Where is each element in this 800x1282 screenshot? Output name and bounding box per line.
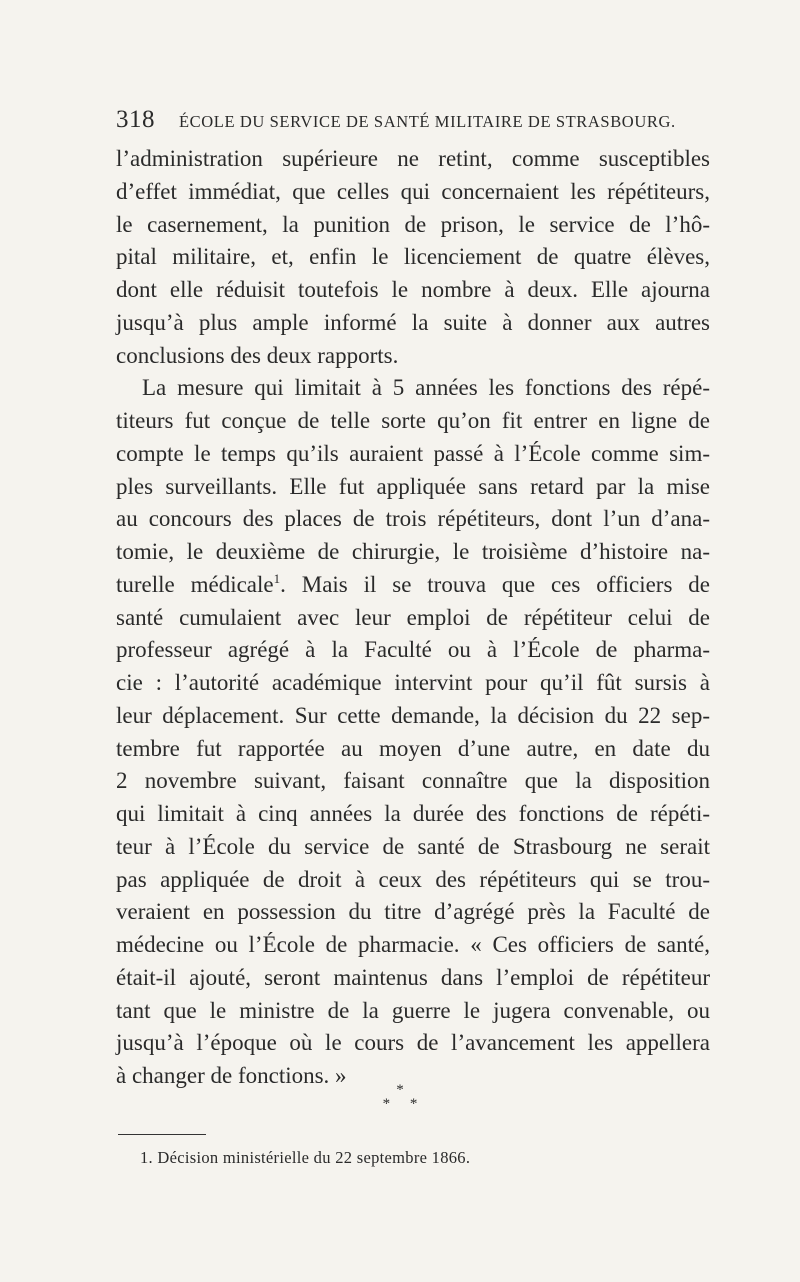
text-line: cie : l’autorité académique intervint pour qu’il fût sursis à <box>116 670 710 695</box>
footnote: 1. Décision ministérielle du 22 septembre 1866. <box>140 1148 471 1167</box>
text-line: tomie, le deuxième de chirurgie, le troisième d’histoire na- <box>116 539 710 564</box>
text-line: La mesure qui limitait à 5 années les fonctions des répé- <box>142 375 710 401</box>
text-line: à changer de fonctions. » <box>116 1063 347 1088</box>
footnote-divider <box>118 1134 206 1135</box>
asterism-top: * <box>396 1082 404 1098</box>
text-line: titeurs fut conçue de telle sorte qu’on fit entrer en ligne de <box>116 408 710 433</box>
text-line: santé cumulaient avec leur emploi de répétiteur celui de <box>116 604 710 630</box>
asterism-bottom: * * <box>382 1096 426 1112</box>
text-line: jusqu’à l’époque où le cours de l’avancement les appellera <box>116 1030 710 1056</box>
text-segment: . Mais il se trouva que ces officiers de <box>280 571 710 597</box>
text-line: tembre fut rapportée au moyen d’une autre, en date du <box>116 735 710 761</box>
text-segment: turelle médicale <box>116 571 274 597</box>
text-line <box>116 569 710 602</box>
text-line: qui limitait à cinq années la durée des fonctions de répéti- <box>116 801 710 826</box>
page-number: 318 <box>116 106 155 133</box>
text-line: tant que le ministre de la guerre le jugera convenable, ou <box>116 997 710 1023</box>
text-line: le casernement, la punition de prison, le service de l’hô- <box>116 211 710 237</box>
text-line: conclusions des deux rapports. <box>116 342 399 368</box>
text-line: l’administration supérieure ne retint, comme susceptibles <box>116 146 710 171</box>
text-line: d’effet immédiat, que celles qui concernaient les répétiteurs, <box>116 178 710 204</box>
page-header <box>116 106 710 134</box>
text-line: pas appliquée de droit à ceux des répétiteurs qui se trou- <box>116 866 710 892</box>
text-line: médecine ou l’École de pharmacie. « Ces officiers de santé, <box>116 932 710 957</box>
text-line: compte le temps qu’ils auraient passé à l’École comme sim- <box>116 440 710 466</box>
text-line: était-il ajouté, seront maintenus dans l’emploi de répétiteur <box>116 964 710 990</box>
text-line: leur déplacement. Sur cette demande, la décision du 22 sep- <box>116 702 710 728</box>
text-line: professeur agrégé à la Faculté ou à l’École de pharma- <box>116 637 710 663</box>
text-line: 2 novembre suivant, faisant connaître que la disposition <box>116 768 710 794</box>
footnote-reference: 1 <box>273 570 281 586</box>
text-line: pital militaire, et, enfin le licenciement de quatre élèves, <box>116 244 710 270</box>
text-line: ples surveillants. Elle fut appliquée sans retard par la mise <box>116 473 710 499</box>
text-line: jusqu’à plus ample informé la suite à donner aux autres <box>116 309 710 335</box>
text-line: dont elle réduisit toutefois le nombre à deux. Elle ajourna <box>116 277 710 302</box>
running-head: ÉCOLE DU SERVICE DE SANTÉ MILITAIRE DE STRASBOURG. <box>179 112 676 131</box>
text-line: veraient en possession du titre d’agrégé près la Faculté de <box>116 899 710 925</box>
body-text <box>116 143 710 1093</box>
text-line: au concours des places de trois répétiteurs, dont l’un d’ana- <box>116 506 710 532</box>
text-line: teur à l’École du service de santé de Strasbourg ne serait <box>116 833 710 859</box>
